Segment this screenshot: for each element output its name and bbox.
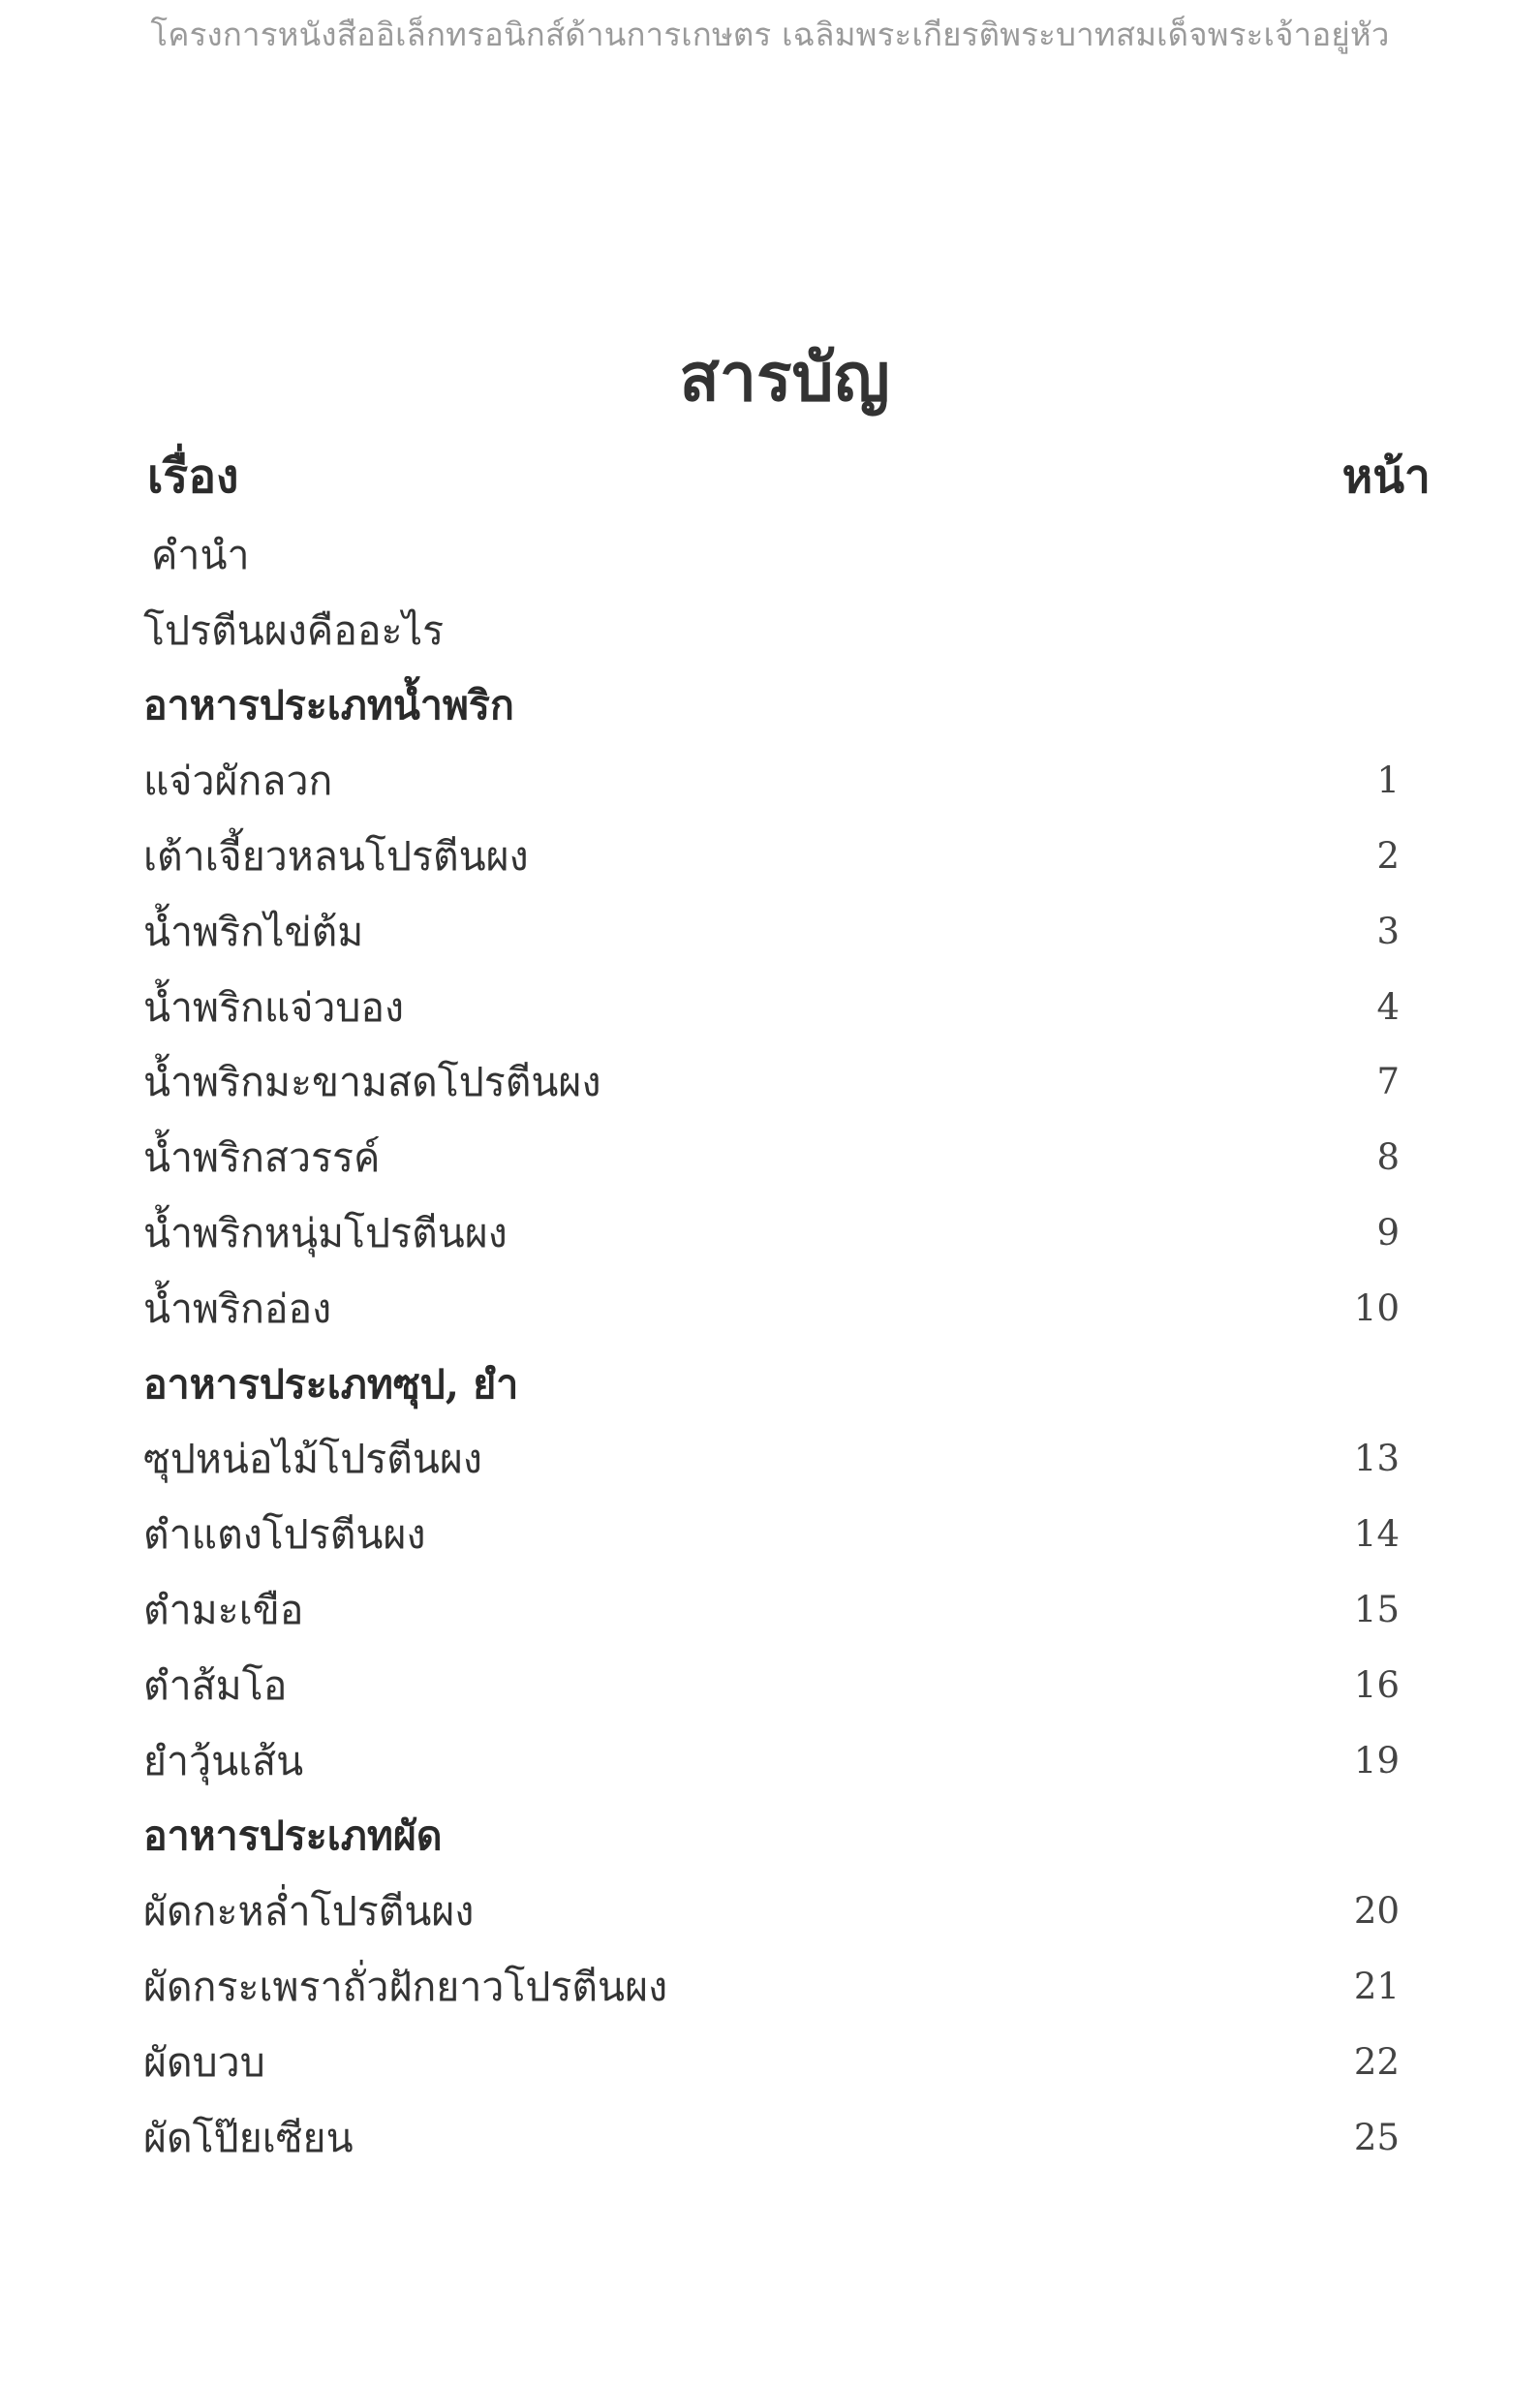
toc-entry-page: 22 xyxy=(1353,2040,1400,2083)
toc-entry-title: คำนำ xyxy=(151,531,250,578)
toc-entry-page: 10 xyxy=(1353,1286,1400,1329)
toc-entry-page: 4 xyxy=(1376,985,1400,1028)
page-column-header: หน้า xyxy=(1341,449,1431,504)
toc-entry-page: 7 xyxy=(1376,1061,1400,1103)
toc-entry-title: ผัดกระเพราถั่วฝักยาวโปรตีนผง xyxy=(143,1964,668,2011)
toc-entry xyxy=(143,1949,1400,2025)
toc-section-heading xyxy=(143,668,1400,744)
toc-entry xyxy=(143,1648,1400,1723)
toc-entry-page: 15 xyxy=(1353,1589,1400,1631)
toc-entry-title: น้ำพริกสวรรค์ xyxy=(143,1134,381,1182)
toc-entry-title: ซุปหน่อไม้โปรตีนผง xyxy=(143,1436,482,1483)
toc-entry xyxy=(143,1045,1400,1121)
topic-column-header: เรื่อง xyxy=(147,449,239,504)
toc-entry xyxy=(143,2025,1400,2100)
toc-entry xyxy=(143,593,1400,668)
toc-entry xyxy=(143,819,1400,894)
toc-entry-page: 25 xyxy=(1353,2116,1400,2158)
toc-entry-page: 1 xyxy=(1376,759,1400,802)
toc-entry xyxy=(143,1723,1400,1799)
toc-entry-page: 16 xyxy=(1353,1663,1400,1706)
toc-entry-title: น้ำพริกแจ่วบอง xyxy=(143,983,405,1031)
toc-entry-title: ผัดกะหล่ำโปรตีนผง xyxy=(143,1888,475,1936)
toc-entry-title: ตำแตงโปรตีนผง xyxy=(143,1511,426,1559)
toc-entry xyxy=(143,743,1400,819)
toc-entry xyxy=(143,1422,1400,1498)
toc-section-heading xyxy=(143,1347,1400,1422)
toc-entry xyxy=(143,1271,1400,1347)
toc-entry-title: ตำส้มโอ xyxy=(143,1661,288,1709)
toc-entry-page: 3 xyxy=(1376,910,1400,952)
toc-entry-title: น้ำพริกอ่อง xyxy=(143,1285,332,1332)
toc-entry-page: 13 xyxy=(1353,1438,1400,1480)
toc-entry xyxy=(143,1120,1400,1195)
toc-entry-page: 2 xyxy=(1376,835,1400,878)
toc-entry-title: น้ำพริกหนุ่มโปรตีนผง xyxy=(143,1210,508,1257)
toc-section-title: อาหารประเภทผัด xyxy=(143,1813,443,1860)
toc-section-heading xyxy=(143,1799,1400,1875)
toc-entry xyxy=(143,1572,1400,1648)
toc-entry-title: น้ำพริกมะขามสดโปรตีนผง xyxy=(143,1059,601,1106)
toc-entry-title: โปรตีนผงคืออะไร xyxy=(143,606,445,654)
toc-entry-page: 21 xyxy=(1353,1966,1400,2008)
toc-entry-title: ผัดโป๊ยเซียน xyxy=(143,2114,354,2161)
toc-entry-title: ยำวุ้นเส้น xyxy=(143,1737,304,1784)
toc-entry-title: ผัดบวบ xyxy=(143,2038,265,2086)
page-title: สารบัญ xyxy=(679,339,890,417)
toc-entry-page: 8 xyxy=(1376,1136,1400,1179)
toc-section-title: อาหารประเภทซุป, ยำ xyxy=(143,1360,519,1408)
toc-entry-page: 14 xyxy=(1353,1513,1400,1556)
toc-entry-page: 9 xyxy=(1376,1212,1400,1255)
toc-entry xyxy=(143,517,1400,593)
toc-entry-title: น้ำพริกไข่ต้ม xyxy=(143,908,364,955)
toc-entry xyxy=(143,2100,1400,2176)
toc-section-title: อาหารประเภทน้ำพริก xyxy=(143,682,514,729)
toc-entry xyxy=(143,1195,1400,1271)
toc-entry-page: 19 xyxy=(1353,1739,1400,1782)
toc-entry xyxy=(143,894,1400,970)
toc-entry xyxy=(143,1497,1400,1572)
table-of-contents xyxy=(143,517,1400,2176)
toc-entry-title: เต้าเจี้ยวหลนโปรตีนผง xyxy=(143,833,529,881)
toc-entry xyxy=(143,1874,1400,1949)
toc-entry-title: ตำมะเขือ xyxy=(143,1587,304,1634)
toc-entry-title: แจ่วผักลวก xyxy=(143,758,333,805)
toc-entry-page: 20 xyxy=(1353,1890,1400,1933)
toc-entry xyxy=(143,970,1400,1045)
header-banner: โครงการหนังสืออิเล็กทรอนิกส์ด้านการเกษตร เฉลิมพระเกียรติพระบาทสมเด็จพระเจ้าอยู่หัว xyxy=(150,15,1390,53)
